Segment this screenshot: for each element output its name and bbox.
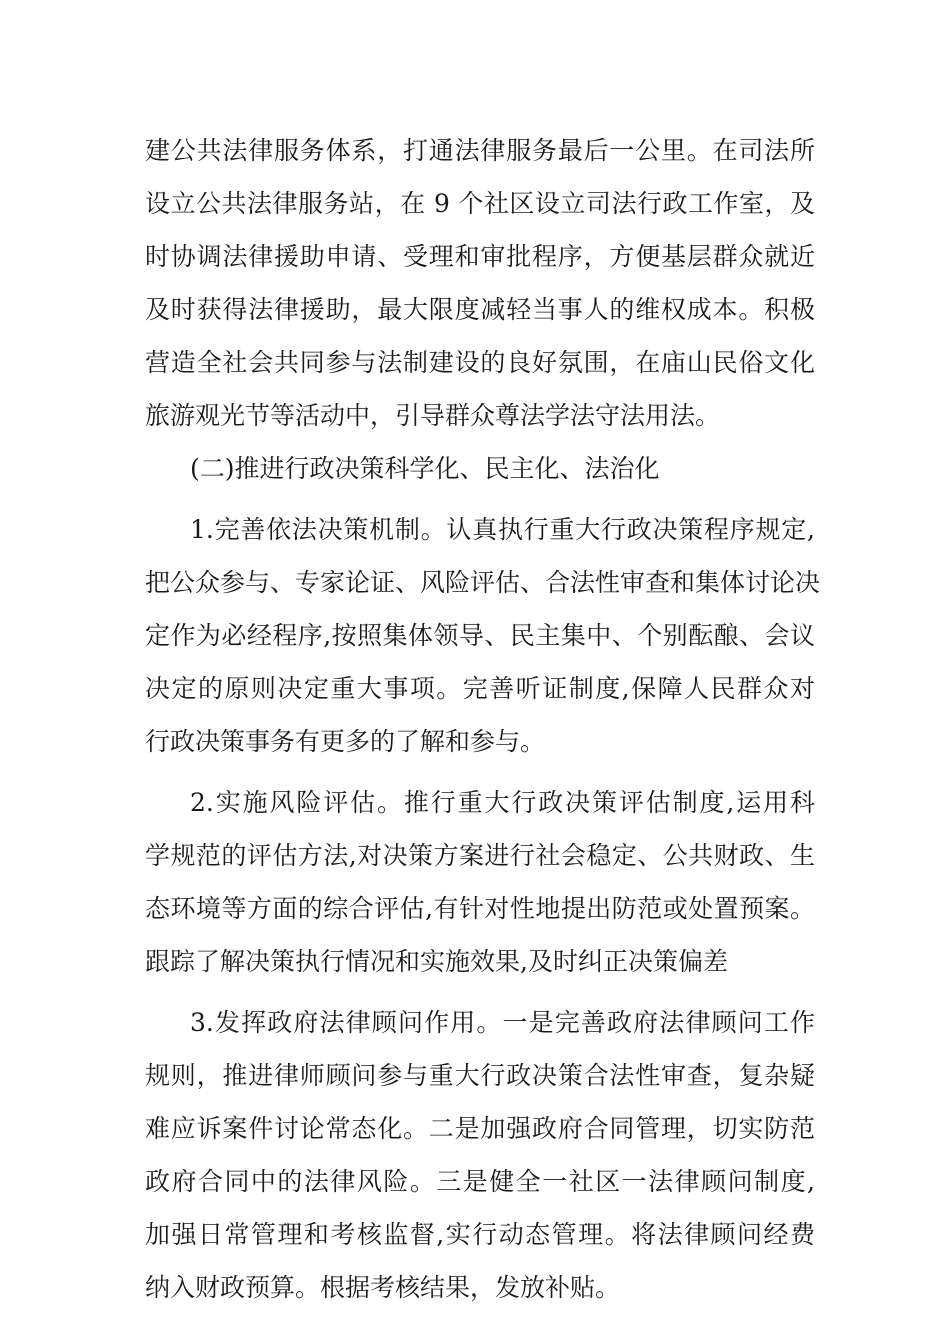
text-line: 纳入财政预算。根据考核结果，发放补贴。 <box>145 1273 621 1302</box>
text-line: 2.实施风险评估。推行重大行政决策评估制度,运用科 <box>190 788 815 817</box>
text-line: 政府合同中的法律风险。三是健全一社区一法律顾问制度, <box>145 1167 815 1196</box>
text-line: 建公共法律服务体系，打通法律服务最后一公里。在司法所 <box>145 136 815 165</box>
text-line: 旅游观光节等活动中，引导群众尊法学法守法用法。 <box>145 401 721 430</box>
text-line: 1.完善依法决策机制。认真执行重大行政决策程序规定, <box>190 515 815 544</box>
text-line: 营造全社会共同参与法制建设的良好氛围，在庙山民俗文化 <box>145 348 815 377</box>
paragraph-gap <box>145 988 815 996</box>
text-line: 规则，推进律师顾问参与重大行政决策合法性审查，复杂疑 <box>145 1061 815 1090</box>
paragraph-gap <box>145 495 815 503</box>
text-line: 加强日常管理和考核监督,实行动态管理。将法律顾问经费 <box>145 1220 815 1249</box>
text-line: 定作为必经程序,按照集体领导、民主集中、个别酝酿、会议 <box>145 621 815 650</box>
text-line: 设立公共法律服务站，在 9 个社区设立司法行政工作室，及 <box>145 189 815 218</box>
paragraph-gap <box>145 768 815 776</box>
document-page <box>145 124 821 1314</box>
text-line: 学规范的评估方法,对决策方案进行社会稳定、公共财政、生 <box>145 841 815 870</box>
section-heading <box>145 442 815 495</box>
paragraph <box>145 503 821 768</box>
text-line: 把公众参与、专家论证、风险评估、合法性审查和集体讨论决 <box>145 568 821 597</box>
text-line: 3.发挥政府法律顾问作用。一是完善政府法律顾问工作 <box>190 1008 815 1037</box>
paragraph <box>145 124 815 442</box>
paragraph <box>145 996 815 1314</box>
text-line: 及时获得法律援助，最大限度减轻当事人的维权成本。积极 <box>145 295 815 324</box>
text-line: 决定的原则决定重大事项。完善听证制度,保障人民群众对 <box>145 674 815 703</box>
text-line: 难应诉案件讨论常态化。二是加强政府合同管理，切实防范 <box>145 1114 815 1143</box>
text-line: 时协调法律援助申请、受理和审批程序，方便基层群众就近 <box>145 242 815 271</box>
text-line: 行政决策事务有更多的了解和参与。 <box>145 727 546 756</box>
text-line: 态环境等方面的综合评估,有针对性地提出防范或处置预案。 <box>145 894 815 923</box>
paragraph <box>145 776 815 988</box>
text-line: (二)推进行政决策科学化、民主化、法治化 <box>190 454 660 483</box>
text-line: 跟踪了解决策执行情况和实施效果,及时纠正决策偏差 <box>145 947 728 976</box>
